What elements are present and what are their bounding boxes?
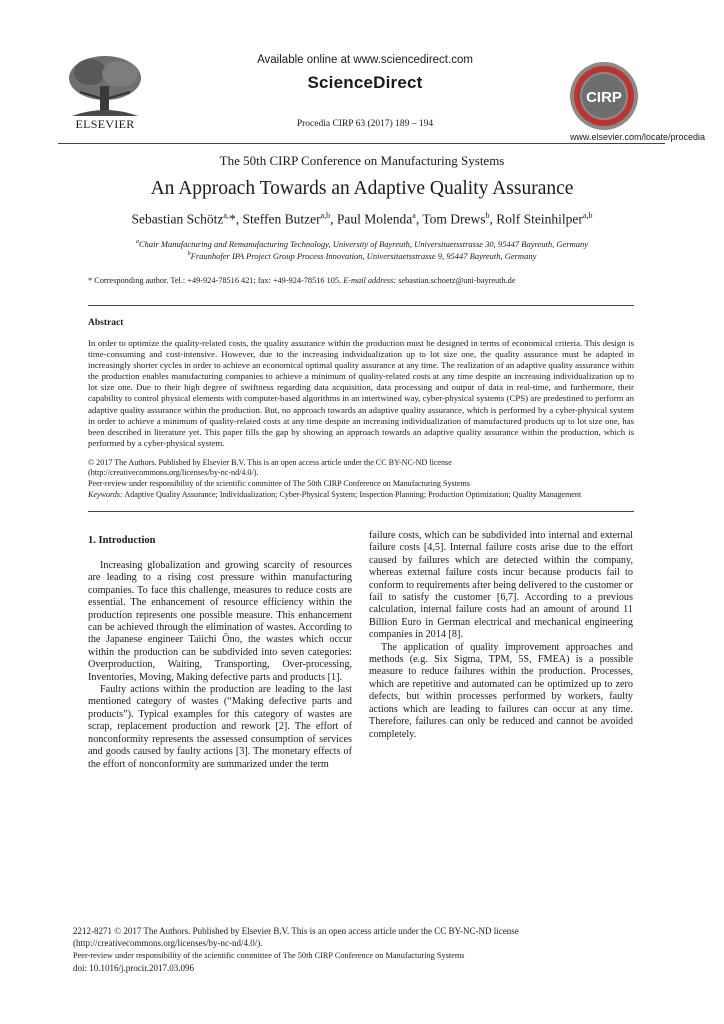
paragraph: The application of quality improvement approaches and methods (e.g. Six Sigma, TPM, 5S, FMEA) is a possible measure to reduce failures within the production. Processes, which are repetitive and automated can be optimized up to zero defects, but within processes performed by workers, faulty actions which are leading to failures can occur at any time. Therefore, failures can only be reduced and cannot be avoided completely. <box>369 641 633 740</box>
author-name: Rolf Steinhilper <box>496 211 583 227</box>
section-heading-introduction: 1. Introduction <box>88 535 156 546</box>
publisher-name: ELSEVIER <box>75 117 135 131</box>
paper-title: An Approach Towards an Adaptive Quality Assurance <box>150 178 574 199</box>
author-list: Sebastian Schötz$^{a,}$*, Steffen Butzer$^{a,b}$, Paul Molenda$^a$, Tom Drews$^b$, Rolf Steinhilper$^{a,b}$ <box>131 211 593 227</box>
peer-review-note: Peer-review under responsibility of the scientific committee of The 50th CIRP Conference on Manufacturing Systems <box>88 479 470 488</box>
paragraph: Increasing globalization and growing scarcity of resources are leading to a rising cost pressure within manufacturing companies. To face this challenge, measures to reduce costs are essential. The enhancement of resource efficiency within the production represents one possible measure. This enhancement can be achieved through the elimination of wastes. According to the Japanese engineer Taiichi Ōno, the wastes which occur within the production can be subdivided into seven categories: Overproduction, Waiting, Transporting, Over-processing, Inventories, Moving, Making defective parts and products [1]. <box>88 560 352 683</box>
author-affiliation-mark: a, <box>223 211 229 220</box>
footer-license-link[interactable]: (http://creativecommons.org/licenses/by-nc-nd/4.0/). <box>73 938 263 948</box>
license-link[interactable]: (http://creativecommons.org/licenses/by-nc-nd/4.0/). <box>88 468 259 477</box>
abstract-bottom-divider <box>88 511 634 512</box>
footer-copyright: 2212-8271 © 2017 The Authors. Published by Elsevier B.V. This is an open access article under the CC BY-NC-ND license <box>73 926 519 936</box>
keywords-line <box>88 490 581 499</box>
cirp-logo <box>568 60 640 132</box>
abstract-text: In order to optimize the quality-related costs, the quality assurance within the production must be designed in terms of economical criteria. This design is time-consuming and cost-intensive. However, due to the increasing individualization up to lot size one, the quality assurance must be adapted in increasingly shorter cycles in order to achieve an economical optimal quality assurance at any time. The realization of an adaptive quality assurance within the production enables manufacturing companies to achieve a minimum of quality-related costs at any time despite an increasing individualization up to lot size one. Due to their high degree of swiftness regarding data acquisition, data processing and output of data in real-time, and furthermore, their capability to control physical elements with computer-based algorithms in an intertwined way, cyber-physical systems (CPS) are predestined to perform an adaptive quality assurance within the production. But, no approach towards an adaptive quality assurance, which is performed by a cyber-physical system in order to achieve a minimum of quality-related costs at any time despite an increasing individualization of manufactured products up to lot size one, has been described in literature yet. This paper fills the gap by showing an approach towards an adaptive quality assurance within the production, which is performed by a cyber-physical system. <box>88 338 634 448</box>
conference-name: The 50th CIRP Conference on Manufacturing Systems <box>219 153 505 168</box>
affiliation-a: $^a$Chair Manufacturing and Remanufacturing Technology, University of Bayreuth, Universitaetsstrasse 30, 95447 Bayreuth, Germany <box>135 239 589 249</box>
abstract-top-divider <box>88 305 634 306</box>
author-name: Tom Drews <box>422 211 486 227</box>
author-affiliation-mark: a,b <box>320 211 331 220</box>
email-link[interactable]: sebastian.schoetz@uni-bayreuth.de <box>396 276 516 285</box>
footer-doi[interactable]: doi: 10.1016/j.procir.2017.03.096 <box>73 963 194 973</box>
available-online-line: Available online at www.sciencedirect.com <box>257 54 473 66</box>
paragraph: failure costs, which can be subdivided into internal and external failure costs [4,5]. Internal failure costs arise due to the effort caused by failures which are detected within the company, whereas external failure costs incur because products fail to conform to requirements after being delivered to the customer or fail to satisfy the customer [6,7]. According to a previous calculation, internal failure costs had an amount of around 11 Billion Euro in German electrical and mechanical engineering companies in 2014 [8]. <box>369 530 633 641</box>
keywords-label: Keywords: <box>88 490 123 499</box>
corresponding-author-note: * Corresponding author. Tel.: +49-924-78516 421; fax: +49-924-78516 105. E-mail address: sebastian.schoetz@uni-bayreuth.de <box>88 276 516 285</box>
abstract-heading: Abstract <box>88 318 124 328</box>
body-column-right <box>369 530 633 741</box>
cirp-logo-text: CIRP <box>586 89 622 106</box>
author-name: Paul Molenda <box>336 211 413 227</box>
paragraph: Faulty actions within the production are leading to the last mentioned category of wastes (“Making defective parts and products”). Typical examples for this category of wastes are scrap, replacement production and rework [2]. The effort of nonconformity represents the assessed consumption of services and goods caused by faulty actions [3]. The monetary effects of the effort of nonconformity are summarized under the term <box>88 684 352 770</box>
affiliation-b: $^b$Fraunhofer IPA Project Group Process Innovation, Universitaetsstrasse 9, 95447 Bayreuth, Germany <box>187 251 537 261</box>
corresponding-mark: * <box>228 211 236 227</box>
copyright-line: © 2017 The Authors. Published by Elsevier B.V. This is an open access article under the CC BY-NC-ND license <box>88 458 452 467</box>
header-divider <box>58 143 665 144</box>
sciencedirect-brand: ScienceDirect <box>307 73 423 92</box>
journal-url[interactable]: www.elsevier.com/locate/procedia <box>569 132 705 142</box>
author-affiliation-mark: b <box>485 211 490 220</box>
keywords-list: Adaptive Quality Assurance; Individualization; Cyber-Physical System; Inspection Planning; Production Optimization; Quality Management <box>122 490 582 499</box>
author-affiliation-mark: a <box>412 211 416 220</box>
author-name: Sebastian Schötz <box>131 211 224 227</box>
body-column-left <box>88 552 352 771</box>
author-affiliation-mark: a,b <box>582 211 593 220</box>
author-name: Steffen Butzer <box>242 211 321 227</box>
journal-citation: Procedia CIRP 63 (2017) 189 – 194 <box>296 119 434 129</box>
footer-peer-review: Peer-review under responsibility of the scientific committee of The 50th CIRP Conference on Manufacturing Systems <box>73 951 465 960</box>
